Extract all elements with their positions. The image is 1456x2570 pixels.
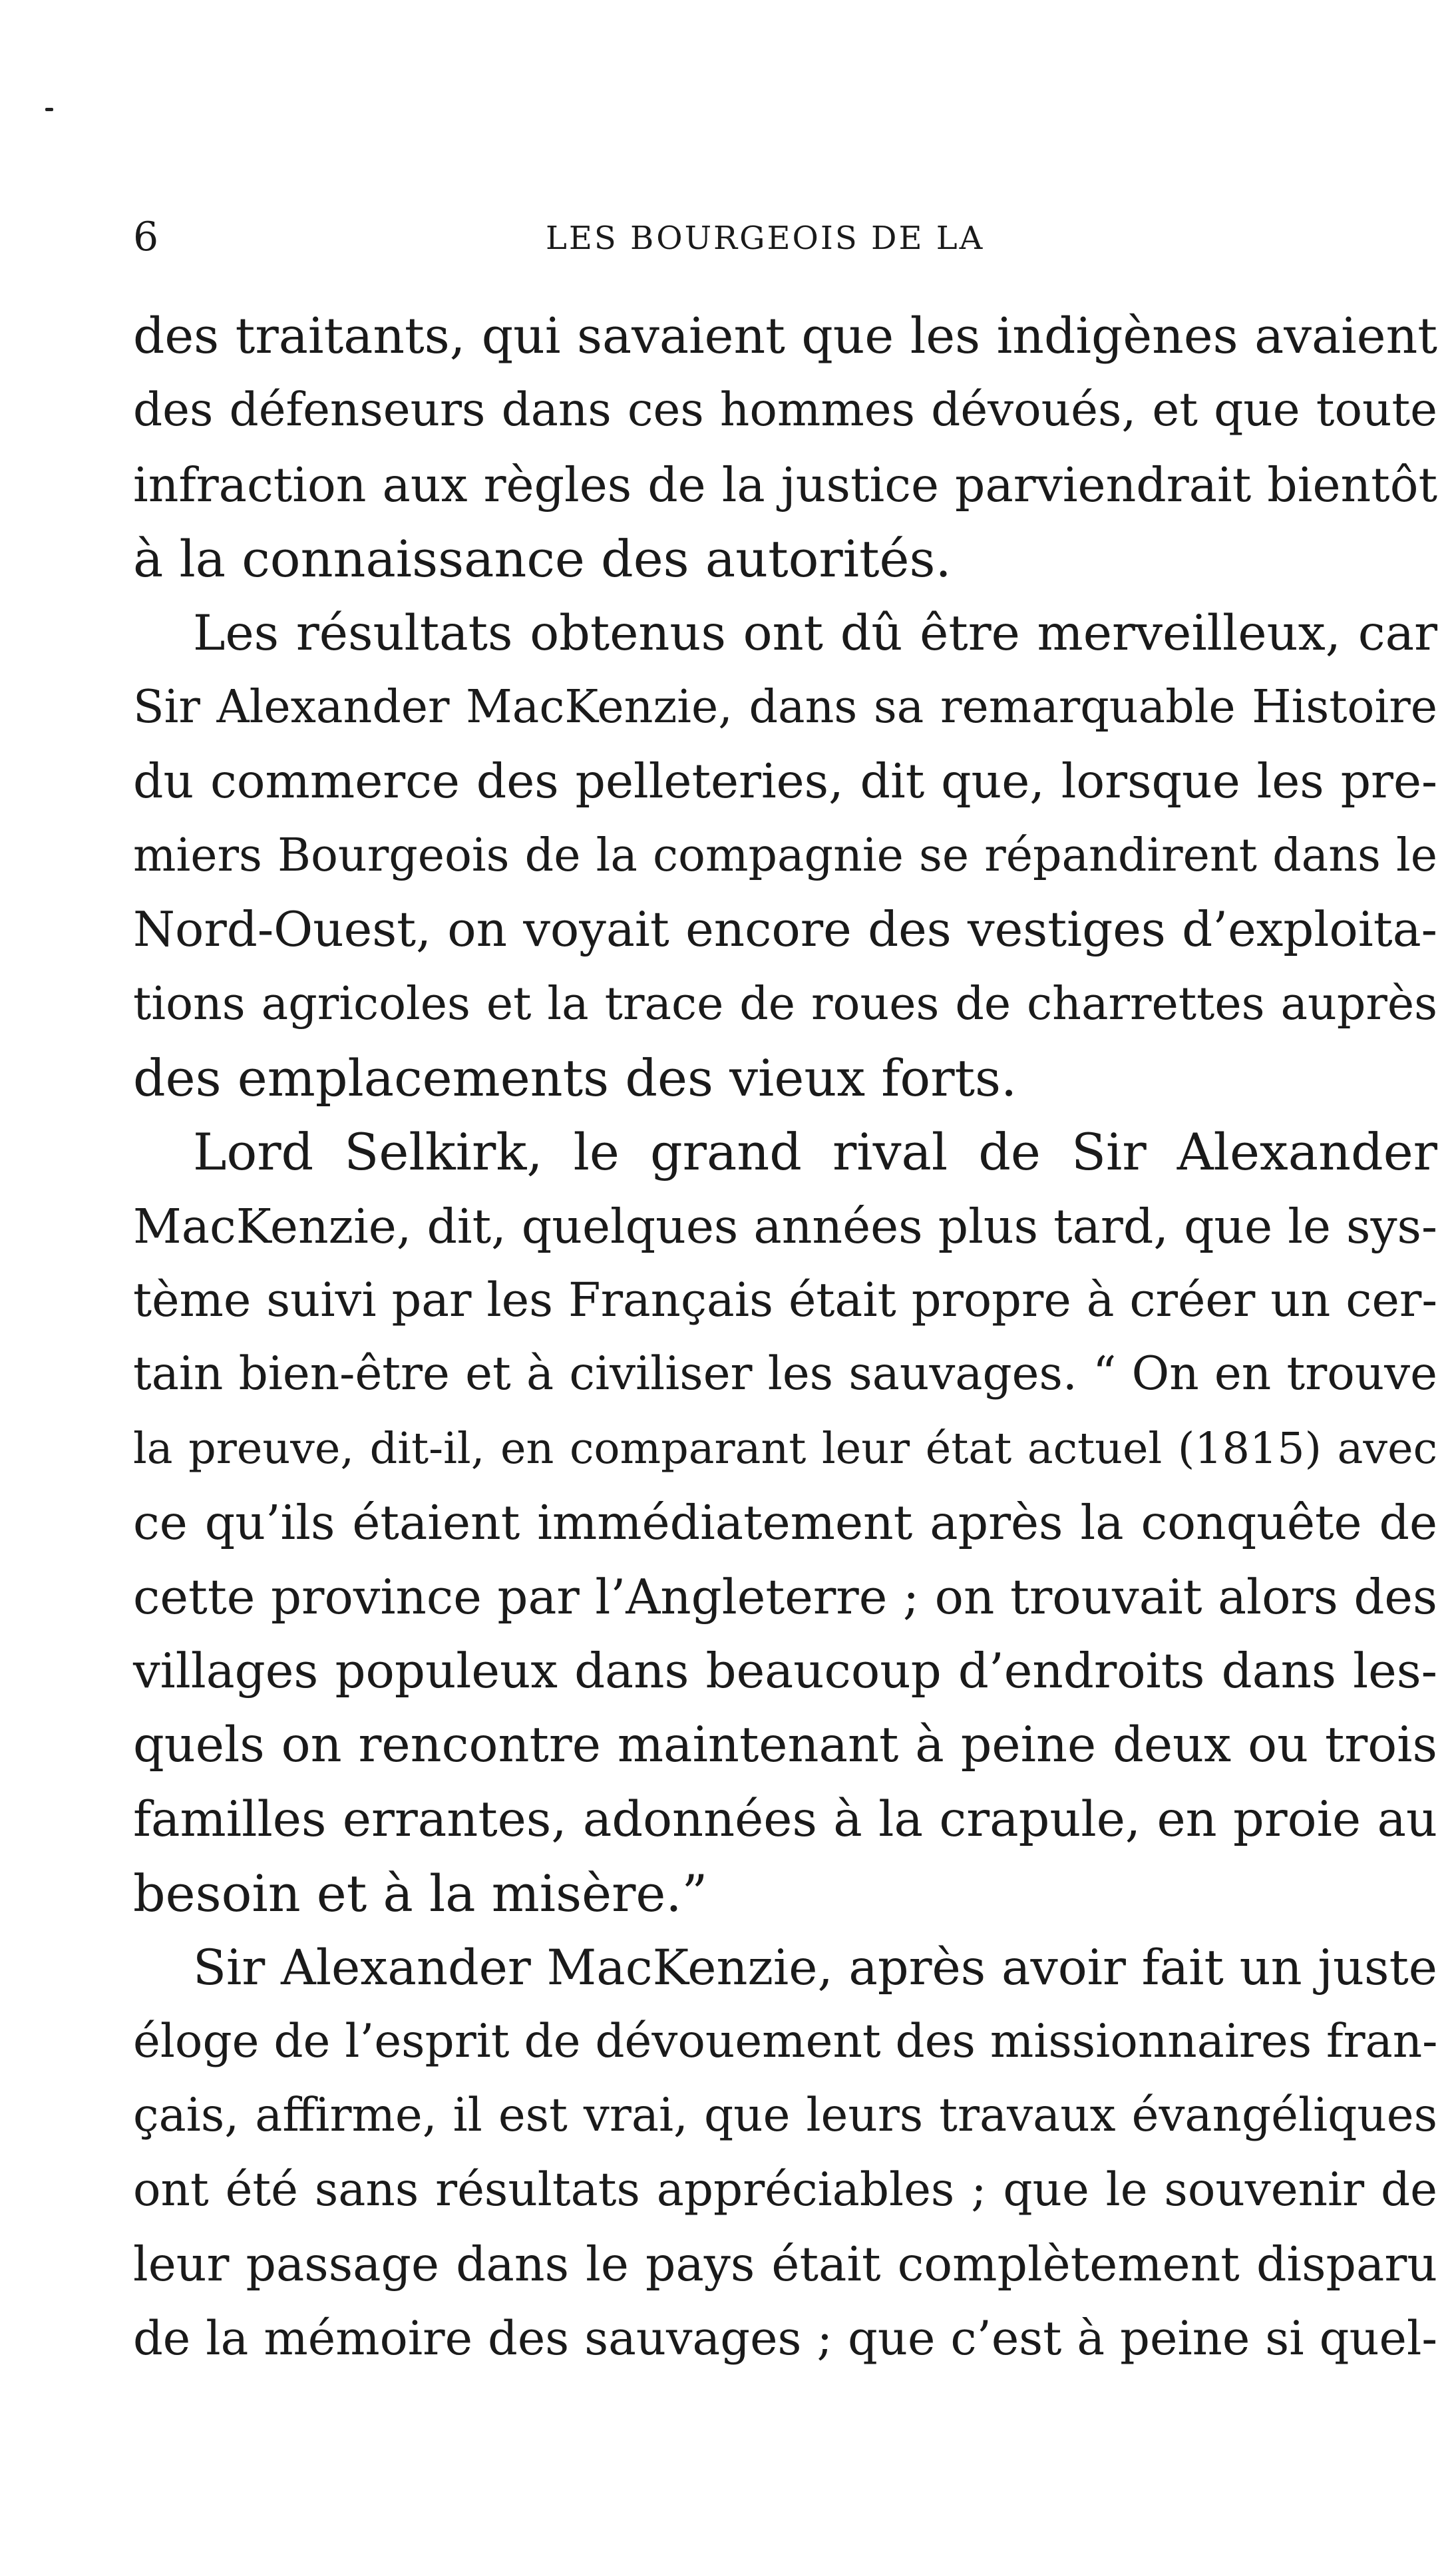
paragraph-first-line: Lord Selkirk, le grand rival de Sir Alexander	[193, 1122, 1437, 1182]
text-line: cette province par l’Angleterre ; on trouvait alors des	[133, 1568, 1437, 1625]
text-line: des traitants, qui savaient que les indigènes avaient	[133, 308, 1437, 365]
text-line: MacKenzie, dit, quelques années plus tard, que le sys-	[133, 1198, 1437, 1254]
text-line: çais, affirme, il est vrai, que leurs travaux évangéliques	[133, 2089, 1437, 2143]
text-line: de la mémoire des sauvages ; que c’est à peine si quel-	[133, 2310, 1437, 2366]
body-text	[133, 300, 1437, 2376]
text-line: besoin et à la misère.”	[133, 1864, 708, 1924]
ink-speck	[45, 108, 53, 111]
text-line: tain bien-être et à civiliser les sauvages. “ On en trouve	[133, 1347, 1437, 1401]
text-line: éloge de l’esprit de dévouement des missionnaires fran-	[133, 2014, 1438, 2068]
text-line: tions agricoles et la trace de roues de charrettes auprès	[133, 977, 1437, 1030]
text-line: Sir Alexander MacKenzie, dans sa remarquable Histoire	[133, 680, 1437, 734]
text-line: ce qu’ils étaient immédiatement après la conquête de	[133, 1495, 1437, 1551]
text-line: quels on rencontre maintenant à peine deux ou trois	[133, 1717, 1437, 1774]
paragraph-first-line: Sir Alexander MacKenzie, après avoir fait un juste	[193, 1939, 1437, 1996]
text-line: villages populeux dans beaucoup d’endroits dans les-	[133, 1643, 1437, 1699]
text-line: familles errantes, adonnées à la crapule, en proie au	[133, 1791, 1437, 1848]
text-line: infraction aux règles de la justice parviendrait bientôt	[133, 457, 1437, 513]
text-line: ont été sans résultats appréciables ; que le souvenir de	[133, 2163, 1437, 2217]
running-title: LES BOURGEOIS DE LA	[546, 220, 985, 257]
page-number: 6	[133, 214, 159, 260]
text-line: tème suivi par les Français était propre à créer un cer-	[133, 1273, 1437, 1328]
text-line: des emplacements des vieux forts.	[133, 1048, 1017, 1108]
text-line: la preuve, dit-il, en comparant leur état actuel (1815) avec	[133, 1423, 1437, 1474]
text-line: du commerce des pelleteries, dit que, lorsque les pre-	[133, 753, 1437, 809]
page-header	[133, 210, 1437, 264]
text-line: à la connaissance des autorités.	[133, 529, 952, 589]
text-line: miers Bourgeois de la compagnie se répandirent dans le	[133, 829, 1437, 882]
paragraph-first-line: Les résultats obtenus ont dû être merveilleux, car	[193, 604, 1437, 662]
text-line: des défenseurs dans ces hommes dévoués, et que toute	[133, 383, 1437, 437]
text-line: Nord-Ouest, on voyait encore des vestiges d’exploita-	[133, 901, 1437, 958]
text-line: leur passage dans le pays était complètement disparu	[133, 2237, 1437, 2292]
